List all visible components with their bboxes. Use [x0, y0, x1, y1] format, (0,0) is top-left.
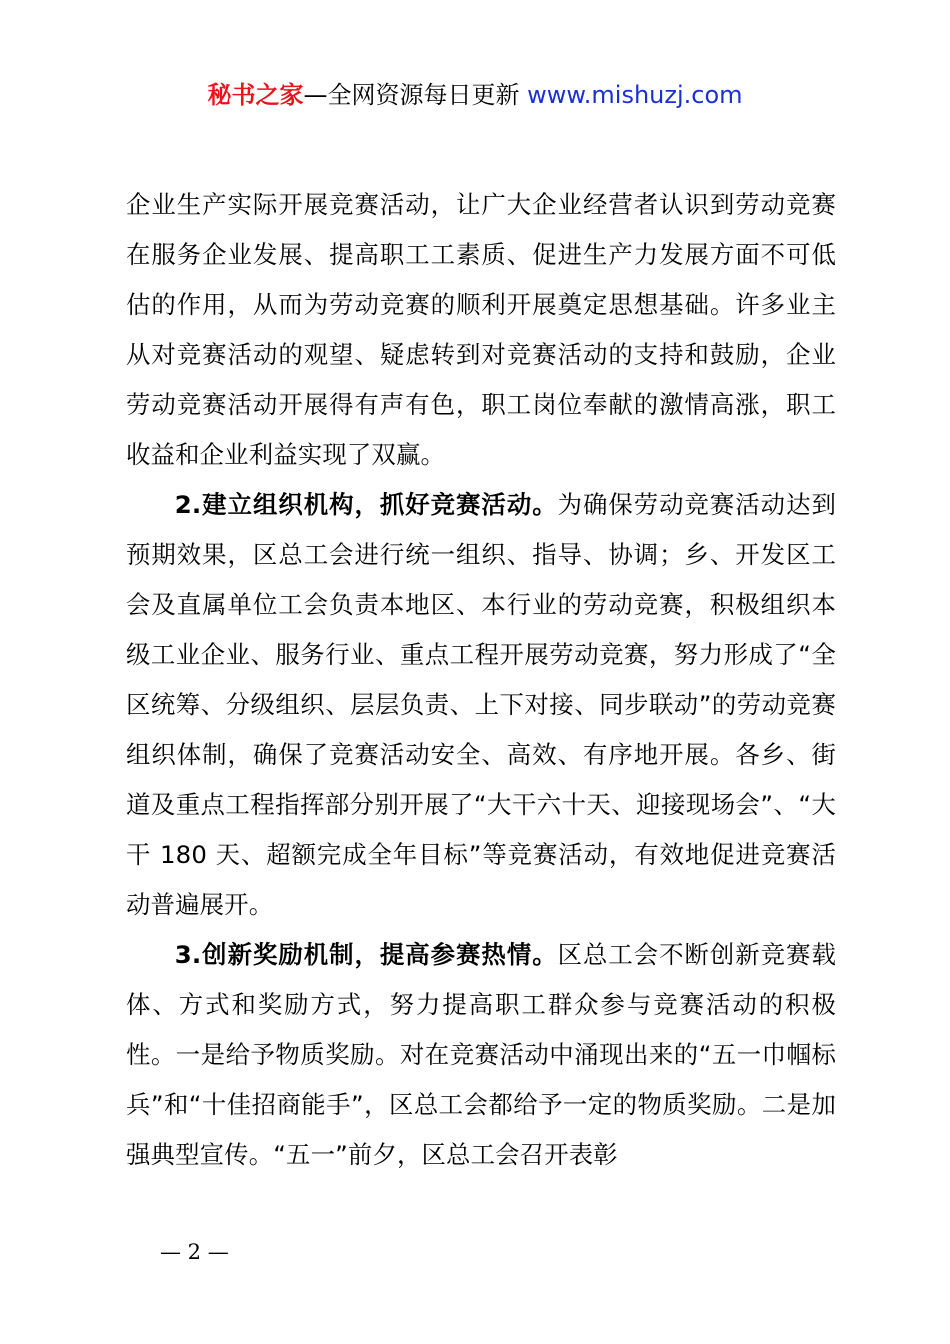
page-number: — 2 — [160, 1240, 229, 1264]
paragraph-3-text: 区总工会不断创新竞赛载体、方式和奖励方式，努力提高职工群众参与竞赛活动的积极性。一是给予物质奖励。对在竞赛活动中涌现出来的“五一巾帼标兵”和“十佳招商能手”，区总工会都给予一定的物质奖励。二是加强典型宣传。“五一”前夕，区总工会召开表彰 [126, 940, 836, 1169]
paragraph-1 [126, 180, 836, 480]
paragraph-2-text: 为确保劳动竞赛活动达到预期效果，区总工会进行统一组织、指导、协调；乡、开发区工会及直属单位工会负责本地区、本行业的劳动竞赛，积极组织本级工业企业、服务行业、重点工程开展劳动竞赛，努力形成了“全区统筹、分级组织、层层负责、上下对接、同步联动”的劳动竞赛组织体制，确保了竞赛活动安全、高效、有序地开展。各乡、街道及重点工程指挥部分别开展了“大干六十天、迎接现场会”、“大干 180 天、超额完成全年目标”等竞赛活动，有效地促进竞赛活动普遍展开。 [126, 490, 836, 919]
site-banner [0, 78, 950, 112]
banner-slogan: —全网资源每日更新 [303, 81, 520, 109]
document-body [126, 180, 836, 1180]
site-url-link[interactable]: www.mishuzj.com [527, 81, 743, 109]
section-heading-2: 2.建立组织机构，抓好竞赛活动。 [174, 490, 558, 519]
section-heading-3: 3.创新奖励机制，提高参赛热情。 [174, 940, 558, 969]
paragraph-1-text: 企业生产实际开展竞赛活动，让广大企业经营者认识到劳动竞赛在服务企业发展、提高职工工素质、促进生产力发展方面不可低估的作用，从而为劳动竞赛的顺利开展奠定思想基础。许多业主从对竞赛活动的观望、疑虑转到对竞赛活动的支持和鼓励，企业劳动竞赛活动开展得有声有色，职工岗位奉献的激情高涨，职工收益和企业利益实现了双赢。 [126, 190, 836, 469]
brand-name: 秘书之家 [207, 81, 304, 109]
paragraph-3 [126, 930, 836, 1180]
paragraph-2 [126, 480, 836, 930]
